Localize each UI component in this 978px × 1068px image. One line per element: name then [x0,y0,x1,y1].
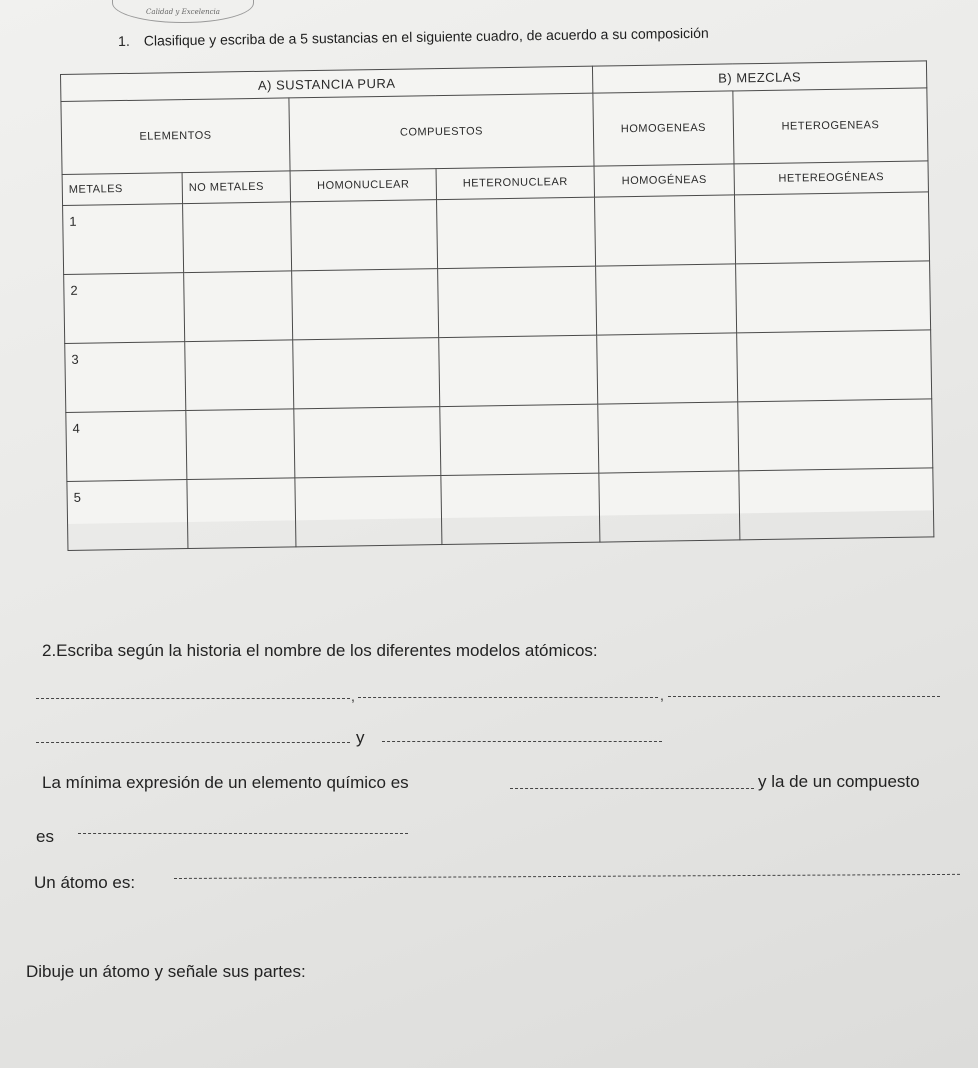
header-mezclas: B) MEZCLAS [592,61,926,93]
table-cell[interactable] [293,338,440,409]
table-cell[interactable] [291,200,438,271]
row-number: 2 [64,273,185,344]
table-cell[interactable] [292,269,439,340]
header-no-metales: NO METALES [182,171,290,204]
header-elementos: ELEMENTOS [61,98,290,175]
table-cell[interactable] [438,266,597,337]
classification-table [60,60,934,551]
comma-2: , [660,687,664,703]
atomo-blank[interactable] [174,874,960,879]
table-cell[interactable] [594,195,735,266]
dibuje-text: Dibuje un átomo y señale sus partes: [26,962,306,981]
header-heteronuclear: HETERONUCLEAR [436,166,594,199]
compuesto-text: y la de un compuesto [758,772,920,791]
table-cell[interactable] [737,330,932,402]
table-cell[interactable] [739,468,934,540]
compuesto-blank[interactable] [78,833,408,834]
drawing-area[interactable] [26,995,956,1055]
table-cell[interactable] [441,473,600,544]
model-blank-1[interactable] [36,698,350,699]
header-metales: METALES [62,173,182,206]
row-number: 5 [67,480,188,551]
table-cell[interactable] [734,192,929,264]
table-cell[interactable] [598,402,739,473]
comma-1: , [351,688,355,704]
table-cell[interactable] [596,264,737,335]
elemento-blank[interactable] [510,788,754,789]
table-cell[interactable] [736,261,931,333]
header-sustancia-pura: A) SUSTANCIA PURA [61,66,593,101]
table-cell[interactable] [187,478,296,549]
table-cell[interactable] [184,271,293,342]
table-cell[interactable] [295,476,442,547]
question-1-number: 1. [118,32,130,49]
table-cell[interactable] [597,333,738,404]
header-homonuclear: HOMONUCLEAR [290,169,436,202]
model-blank-3[interactable] [668,696,940,697]
table-cell[interactable] [440,404,599,475]
table-cell[interactable] [186,409,295,480]
question-1 [118,25,709,49]
row-number: 3 [65,342,186,413]
model-blank-2[interactable] [358,697,658,698]
table-cell[interactable] [294,407,441,478]
row-number: 1 [63,204,184,275]
y-connector: y [356,728,365,747]
table-cell[interactable] [185,340,294,411]
question-2-text: 2.Escriba según la historia el nombre de los diferentes modelos atómicos: [42,641,598,660]
table-cell[interactable] [183,202,292,273]
header-hetereogeneas-sub: HETEREOGÉNEAS [734,161,928,195]
header-heterogeneas: HETEROGENEAS [733,88,928,164]
header-compuestos: COMPUESTOS [289,93,594,171]
es-text: es [36,827,54,846]
atomo-text: Un átomo es: [34,873,136,892]
header-homogeneas-sub: HOMOGÉNEAS [594,164,734,197]
model-blank-5[interactable] [382,741,662,742]
table-cell[interactable] [439,335,598,406]
minima-expresion-text: La mínima expresión de un elemento químico es [42,773,409,792]
model-blank-4[interactable] [36,742,350,743]
classification-table-wrapper [60,60,933,524]
table-cell[interactable] [599,471,740,542]
school-stamp: Calidad y Excelencia [112,0,254,23]
table-cell[interactable] [738,399,933,471]
table-cell[interactable] [437,197,596,268]
row-number: 4 [66,411,187,482]
header-homogeneas: HOMOGENEAS [593,91,734,166]
question-1-text: Clasifique y escriba de a 5 sustancias en el siguiente cuadro, de acuerdo a su composición [143,24,709,49]
table-row [67,468,934,551]
